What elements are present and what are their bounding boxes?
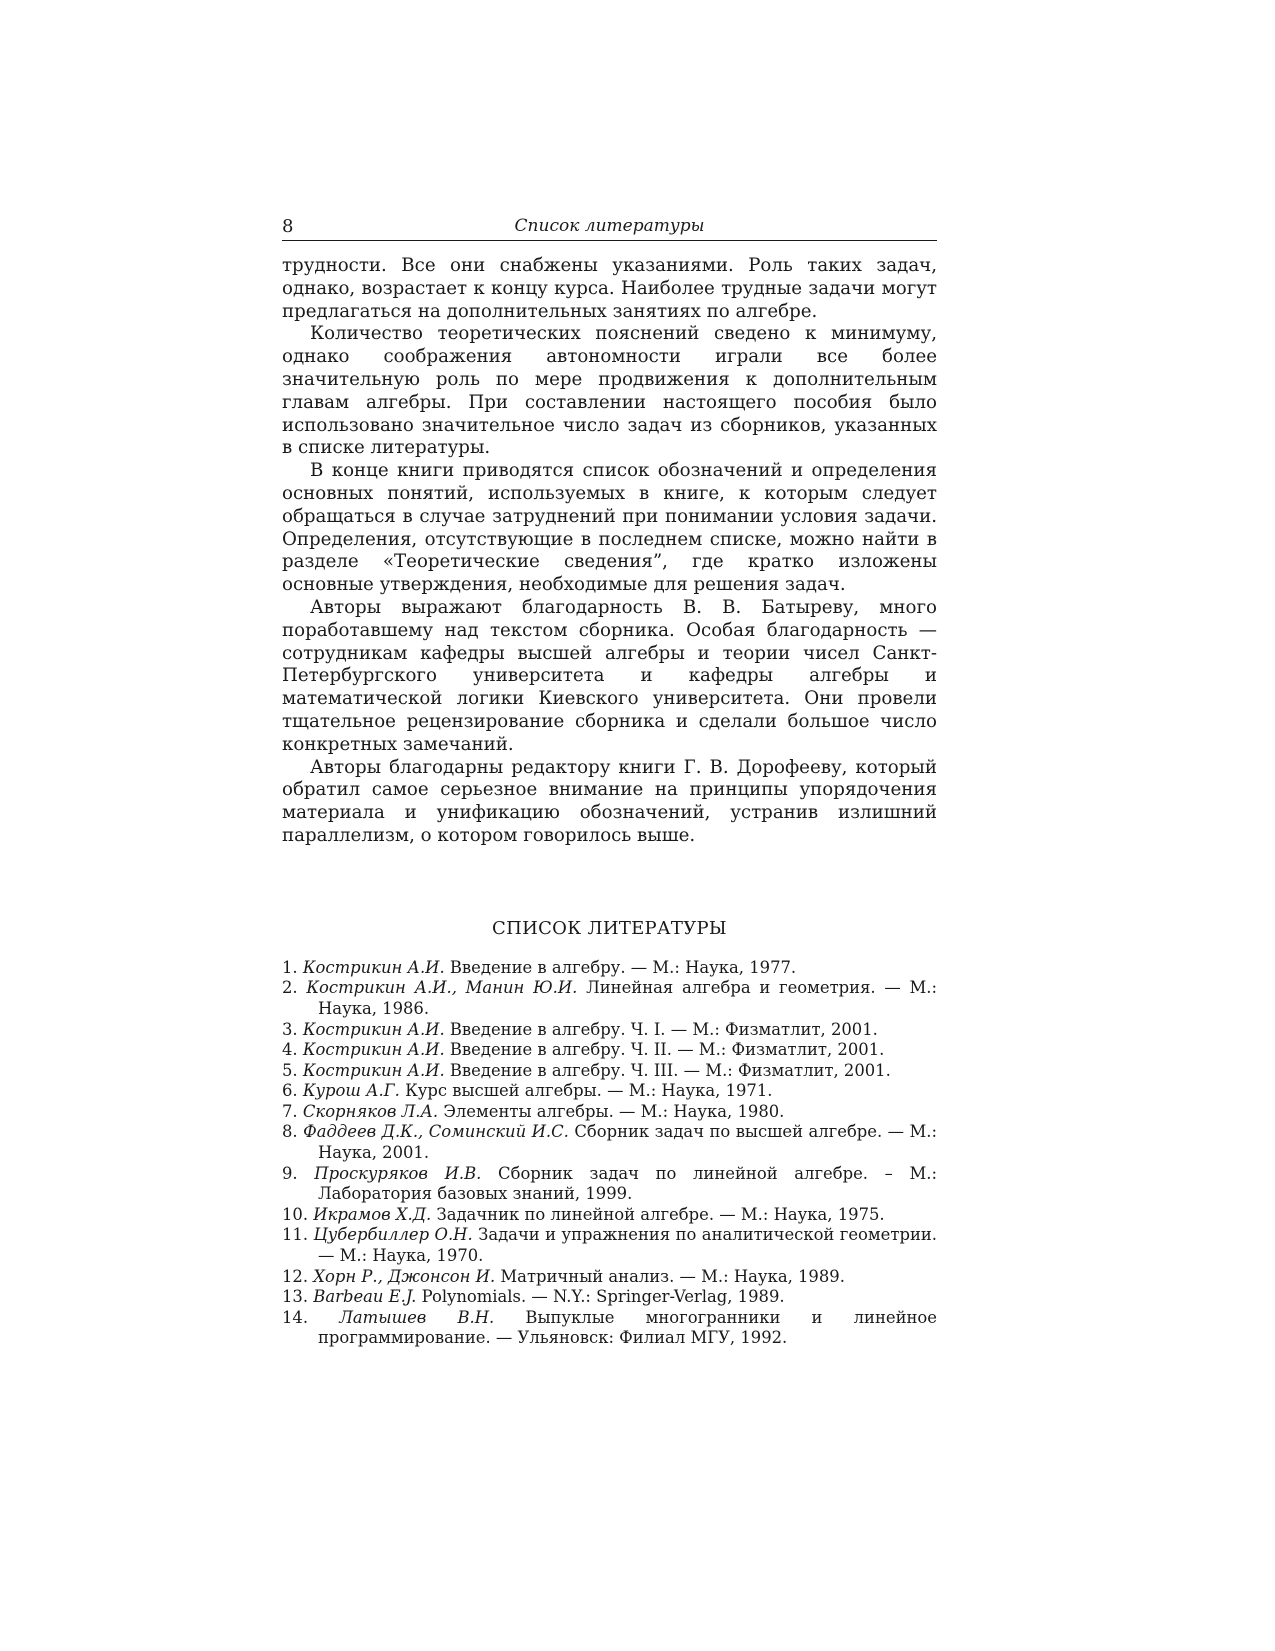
reference-authors: Скорняков Л.А.	[302, 1101, 439, 1121]
reference-item	[282, 1308, 937, 1349]
reference-number: 4.	[282, 1040, 298, 1060]
running-title: Список литературы	[514, 216, 705, 236]
reference-text: Курс высшей алгебры. — М.: Наука, 1971.	[405, 1081, 773, 1101]
reference-number: 8.	[282, 1122, 298, 1142]
reference-authors: Кострикин А.И.	[302, 1060, 445, 1080]
reference-authors: Фаддеев Д.К., Соминский И.С.	[303, 1122, 569, 1142]
reference-item	[282, 1164, 937, 1205]
reference-number: 7.	[282, 1101, 298, 1121]
references-list	[282, 958, 937, 1349]
reference-text: Введение в алгебру. Ч. I. — М.: Физматлит, 2001.	[449, 1019, 878, 1039]
book-page	[282, 214, 937, 1349]
reference-text: Введение в алгебру. Ч. II. — М.: Физматлит, 2001.	[449, 1040, 885, 1060]
reference-number: 9.	[282, 1163, 298, 1183]
reference-text: Матричный анализ. — М.: Наука, 1989.	[500, 1266, 845, 1286]
reference-text: Введение в алгебру. — М.: Наука, 1977.	[449, 957, 797, 977]
page-header	[282, 214, 937, 241]
reference-item	[282, 1122, 937, 1163]
reference-authors: Кострикин А.И.	[302, 1019, 445, 1039]
reference-number: 10.	[282, 1204, 309, 1224]
body-text	[282, 255, 937, 848]
reference-item	[282, 1020, 937, 1041]
paragraph: Авторы благодарны редактору книги Г. В. Дорофееву, который обратил самое серьезное внимание на принципы упорядочения материала и унификацию обозначений, устранив излишний параллелизм, о котором говорилось выше.	[282, 756, 937, 846]
reference-text: Введение в алгебру. Ч. III. — М.: Физматлит, 2001.	[449, 1060, 891, 1080]
reference-authors: Barbeau E.J.	[313, 1287, 417, 1307]
reference-number: 6.	[282, 1081, 298, 1101]
reference-number: 14.	[282, 1307, 309, 1327]
reference-number: 2.	[282, 978, 298, 998]
reference-item	[282, 1040, 937, 1061]
reference-text: Линейная алгебра и геометрия. — М.: Наука, 1986.	[318, 978, 937, 1018]
paragraph: Авторы выражают благодарность В. В. Батыреву, много поработавшему над текстом сборника. Особая благодарность — сотрудникам кафедры высшей алгебры и теории чисел Санкт-Петербургского университета и кафедры алгебры и математической логики Киевского университета. Они провели тщательное рецензирование сборника и сделали большое число конкретных замечаний.	[282, 596, 937, 755]
page-number: 8	[282, 216, 294, 237]
reference-item	[282, 978, 937, 1019]
reference-number: 12.	[282, 1266, 309, 1286]
paragraph: В конце книги приводятся список обозначений и определения основных понятий, используемых в книге, к которым следует обращаться в случае затруднений при понимании условия задачи. Определения, отсутствующие в последнем списке, можно найти в разделе «Теоретические сведения”, где кратко изложены основные утверждения, необходимые для решения задач.	[282, 460, 937, 596]
paragraph: Количество теоретических пояснений сведено к минимуму, однако соображения автономности играли все более значительную роль по мере продвижения к дополнительным главам алгебры. При составлении настоящего пособия было использовано значительное число задач из сборников, указанных в списке литературы.	[282, 323, 937, 459]
reference-item	[282, 1102, 937, 1123]
reference-text: Сборник задач по линейной алгебре. – М.: Лаборатория базовых знаний, 1999.	[318, 1163, 938, 1204]
reference-authors: Хорн Р., Джонсон И.	[313, 1266, 496, 1286]
reference-authors: Проскуряков И.В.	[314, 1163, 482, 1183]
paragraph: трудности. Все они снабжены указаниями. Роль таких задач, однако, возрастает к концу курса. Наиболее трудные задачи могут предлагаться на дополнительных занятиях по алгебре.	[282, 255, 937, 322]
reference-text: Элементы алгебры. — М.: Наука, 1980.	[443, 1101, 785, 1121]
reference-authors: Курош А.Г.	[302, 1081, 400, 1101]
reference-item	[282, 1081, 937, 1102]
reference-number: 1.	[282, 957, 298, 977]
reference-authors: Цубербиллер О.Н.	[313, 1225, 473, 1245]
reference-authors: Икрамов Х.Д.	[313, 1204, 432, 1224]
reference-authors: Кострикин А.И.	[302, 957, 445, 977]
reference-text: Задачник по линейной алгебре. — М.: Наука, 1975.	[436, 1204, 885, 1224]
reference-text: Выпуклые многогранники и линейное программирование. — Ульяновск: Филиал МГУ, 1992.	[318, 1307, 937, 1348]
reference-authors: Латышев В.Н.	[339, 1307, 495, 1327]
reference-number: 13.	[282, 1287, 309, 1307]
reference-authors: Кострикин А.И., Манин Ю.И.	[306, 978, 578, 998]
reference-number: 5.	[282, 1060, 298, 1080]
reference-item	[282, 1267, 937, 1288]
reference-item	[282, 1287, 937, 1308]
reference-text: Сборник задач по высшей алгебре. — М.: Наука, 2001.	[318, 1122, 938, 1163]
reference-item	[282, 958, 937, 979]
reference-item	[282, 1205, 937, 1226]
reference-item	[282, 1061, 937, 1082]
reference-text: Задачи и упражнения по аналитической геометрии. — М.: Наука, 1970.	[318, 1225, 937, 1266]
reference-text: Polynomials. — N.Y.: Springer-Verlag, 1989.	[421, 1287, 785, 1307]
reference-authors: Кострикин А.И.	[302, 1040, 445, 1060]
reference-number: 11.	[282, 1225, 309, 1245]
reference-item	[282, 1225, 937, 1266]
references-heading: СПИСОК ЛИТЕРАТУРЫ	[492, 917, 727, 939]
reference-number: 3.	[282, 1019, 298, 1039]
